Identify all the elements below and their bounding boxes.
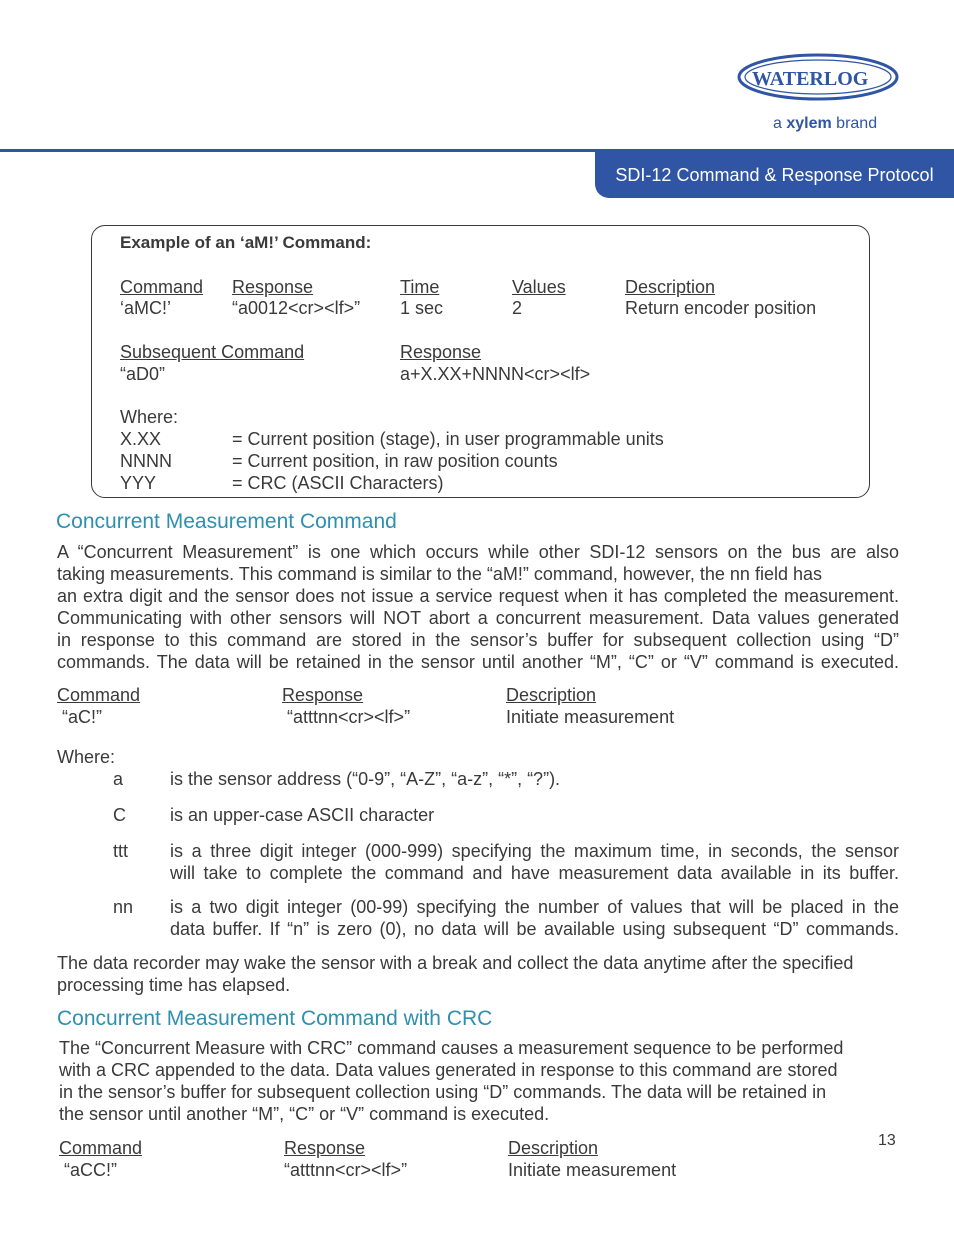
param-desc: is the sensor address (“0-9”, “A-Z”, “a-z”, “*”, “?”).	[170, 769, 561, 789]
where-desc: = Current position (stage), in user programmable units	[232, 429, 664, 449]
concurrent-header-description: Description	[506, 685, 597, 705]
concurrent-response: “atttnn<cr><lf>”	[287, 707, 411, 727]
crc-header-response: Response	[284, 1138, 366, 1158]
example-values: 2	[512, 298, 523, 318]
where-desc: = CRC (ASCII Characters)	[232, 473, 444, 493]
param-term: C	[113, 805, 126, 825]
concurrent-header-response: Response	[282, 685, 364, 705]
paragraph-line: A “Concurrent Measurement” is one which occurs while other SDI-12 sensors on the bus are also	[57, 542, 899, 562]
crc-description: Initiate measurement	[508, 1160, 677, 1180]
crc-header-description: Description	[508, 1138, 599, 1158]
section-tab: SDI-12 Command & Response Protocol	[595, 152, 954, 198]
param-desc	[170, 840, 899, 884]
concurrent-paragraph	[57, 541, 899, 673]
concurrent-description: Initiate measurement	[506, 707, 675, 727]
param-term: nn	[113, 897, 134, 917]
example-description: Return encoder position	[625, 298, 817, 318]
paragraph-line: commands. The data will be retained in the sensor until another “M”, “C” or “V” command is executed.	[57, 652, 899, 672]
example-command: ‘aMC!’	[120, 298, 172, 318]
param-desc: is an upper-case ASCII character	[170, 805, 435, 825]
section-heading-crc: Concurrent Measurement Command with CRC	[57, 1007, 493, 1030]
paragraph-line: The “Concurrent Measure with CRC” command causes a measurement sequence to be performed	[59, 1038, 844, 1058]
paragraph-line: the sensor until another “M”, “C” or “V” command is executed.	[59, 1104, 550, 1124]
crc-command: “aCC!”	[64, 1160, 117, 1180]
param-term: a	[113, 769, 124, 789]
subsequent-response: a+X.XX+NNNN<cr><lf>	[400, 364, 591, 384]
where-term: YYY	[120, 473, 157, 493]
where-term: NNNN	[120, 451, 172, 471]
example-header-command: Command	[120, 277, 204, 297]
concurrent-header-command: Command	[57, 685, 141, 705]
example-header-description: Description	[625, 277, 716, 297]
logo-wordmark: WATERLOG	[752, 68, 869, 90]
paragraph-line: taking measurements. This command is similar to the “aM!” command, however, the nn field has	[57, 564, 822, 584]
subsequent-response-header: Response	[400, 342, 482, 362]
param-desc-line: data buffer. If “n” is zero (0), no data will be available using subsequent “D” commands.	[170, 919, 899, 939]
example-response: “a0012<cr><lf>”	[232, 298, 361, 318]
crc-paragraph	[59, 1037, 895, 1125]
param-desc-line: is a three digit integer (000-999) specifying the maximum time, in seconds, the sensor	[170, 841, 899, 861]
waterlog-logo	[736, 52, 900, 107]
param-desc	[170, 896, 899, 940]
paragraph-line: processing time has elapsed.	[57, 975, 291, 995]
concurrent-closing	[57, 952, 899, 996]
subsequent-command-header: Subsequent Command	[120, 342, 305, 362]
paragraph-line: The data recorder may wake the sensor with a break and collect the data anytime after the specified	[57, 953, 854, 973]
page-number: 13	[878, 1132, 896, 1149]
paragraph-line: with a CRC appended to the data. Data values generated in response to this command are stored	[59, 1060, 838, 1080]
paragraph-line: in response to this command are stored in the sensor’s buffer for subsequent collection using “D”	[57, 630, 899, 650]
subsequent-command: “aD0”	[120, 364, 166, 384]
example-header-time: Time	[400, 277, 440, 297]
example-header-values: Values	[512, 277, 566, 297]
paragraph-line: in the sensor’s buffer for subsequent collection using “D” commands. The data will be retained in	[59, 1082, 827, 1102]
example-title: Example of an ‘aM!’ Command:	[120, 233, 372, 252]
param-desc-line: is a two digit integer (00-99) specifying the number of values that will be placed in the	[170, 897, 899, 917]
brand-tagline: a xylem brand	[773, 115, 878, 132]
paragraph-line: an extra digit and the sensor does not issue a service request when it has completed the measurement.	[57, 586, 899, 606]
param-term: ttt	[113, 841, 129, 861]
concurrent-command: “aC!”	[62, 707, 102, 727]
crc-header-command: Command	[59, 1138, 143, 1158]
crc-response: “atttnn<cr><lf>”	[284, 1160, 408, 1180]
paragraph-line: Communicating with other sensors will NOT abort a concurrent measurement. Data values generated	[57, 608, 899, 628]
where-term: X.XX	[120, 429, 162, 449]
section-heading-concurrent: Concurrent Measurement Command	[56, 510, 397, 533]
example-time: 1 sec	[400, 298, 444, 318]
example-header-response: Response	[232, 277, 314, 297]
concurrent-where-label: Where:	[57, 747, 116, 767]
param-desc-line: will take to complete the command and have measurement data available in its buffer.	[170, 863, 899, 883]
where-desc: = Current position, in raw position counts	[232, 451, 558, 471]
example-where-label: Where:	[120, 407, 179, 427]
